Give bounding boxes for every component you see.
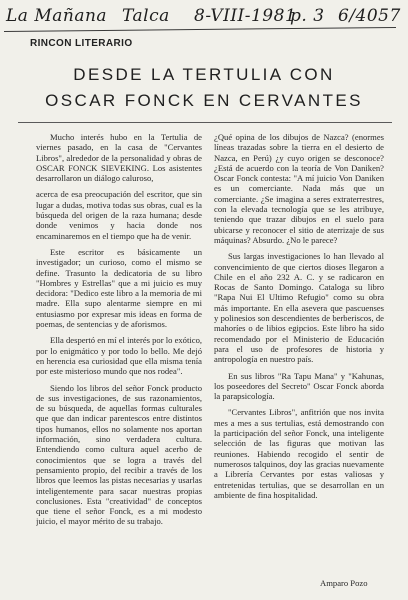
article-column-left — [36, 132, 202, 598]
paragraph: Ella despertó en mí el interés por lo exótico, por lo enigmático y por todo lo bello. Me dejó en herencia esa curiosidad que ella misma tenía por este misterioso mundo que nos rodea". — [36, 335, 202, 377]
author-signature: Amparo Pozo — [320, 578, 368, 588]
headline-line-1: DESDE LA TERTULIA CON — [73, 65, 335, 84]
headline-divider — [18, 122, 392, 123]
page-number: p. 3 — [290, 6, 325, 26]
reference-number: 6/4057 — [338, 6, 401, 26]
headline-line-2: OSCAR FONCK EN CERVANTES — [45, 91, 363, 110]
paragraph: acerca de esa preocupación del escritor, que sin lugar a dudas, motiva todas sus obras, cual es la búsqueda del origen de la raza humana; desde donde venimos y hacia donde nos encaminaremos en el tiempo que ha de venir. — [36, 189, 202, 241]
handwritten-underline — [4, 27, 396, 32]
city-name: Talca — [122, 6, 170, 26]
article-column-right — [214, 132, 384, 598]
paragraph: En sus libros "Ra Tapu Mana" y "Kahunas, los poseedores del Secreto" Oscar Fonck aborda la parapsicología. — [214, 370, 384, 402]
paragraph: ¿Qué opina de los dibujos de Nazca? (enormes líneas trazadas sobre la tierra en el desierto de Nazca, en Perú) ¿y cuyo origen se desconoce? ¿Está de acuerdo con la teoría de Von Daniken? Oscar Fonck contesta: "A mí juicio Von Daniken es un comerciante. Nada más que un comerciante. ¿Se imagina a seres extraterrestres, con la elevada tecnología que se les atribuye, teniendo que trazar dibujos en el suelo para ubicarse y reconocer el sitio de aterrizaje de sus máquinas? Absurdo. ¿No le parece? — [214, 132, 384, 245]
paragraph: Siendo los libros del señor Fonck producto de sus investigaciones, de sus razonamientos, de su búsqueda, de aquellas formas culturales que que dan indicar parentescos entre distintos tipos humanos, ellos no solamente nos aportan información, sino verdadera cultura. Entendiendo como cultura aquel acerbo de conocimientos que se logra a través del pensamiento propio, del recibir a través de los libros que leemos las pistas necesarias y usarlas inteligentemente para sacar nuestras propias conclusiones. Esta "creatividad" de conceptos que tiene el señor Fonck, es a mi modesto juicio, el mayor mérito de su trabajo. — [36, 382, 202, 527]
publication-date: 8-VIII-1981 — [194, 6, 297, 26]
paragraph: Mucho interés hubo en la Tertulia de viernes pasado, en la casa de "Cervantes Libros", alrededor de la personalidad y obras de OSCAR FONCK SIEVEKING. Los asistentes desarrollaron un diálogo caluroso, — [36, 132, 202, 184]
paragraph: Sus largas investigaciones lo han llevado al convencimiento de que ciertos dioses llegaron a Chile en el año 232 A. C. y se radicaron en Rocas de Santo Domingo. Cataloga su libro "Rapa Nui El Ultimo Refugio" como su obra más importante. En ella asevera que pascuenses y polinesios son descendientes de berberiscos, de mahoríes o de libios egipcios. Este libro ha sido recomendado por el Ministerio de Educación para el uso de profesores de historia y antropología en nuestro país. — [214, 251, 384, 365]
paragraph: Este escritor es básicamente un investigador; un curioso, como el mismo se define. Trasunto la dedicatoria de su libro "Hombres y Estrellas" que a mi juicio es muy decidora: "Dedico este libro a la memoria de mi madre. Ella supo alentarme siempre en mi entusiasmo por expresar mis ideas en forma de poemas, de sentencias y de aforismos. — [36, 246, 202, 330]
newspaper-name: La Mañana — [6, 6, 108, 26]
paragraph: "Cervantes Libros", anfitrión que nos invita mes a mes a sus tertulias, está demostrando con la participación del señor Fonck, una inteligente selección de las figuras que motivan las reuniones. Habiendo recogido el sentir de numerosos talquinos, doy las gracias nuevamente a Librería Cervantes por estas valiosas y entretenidas tertulias, que se desarrollan en un ambiente de fina hospitalidad. — [214, 407, 384, 500]
section-label: RINCON LITERARIO — [30, 38, 133, 49]
article-headline — [16, 62, 392, 114]
handwritten-masthead — [4, 2, 404, 36]
